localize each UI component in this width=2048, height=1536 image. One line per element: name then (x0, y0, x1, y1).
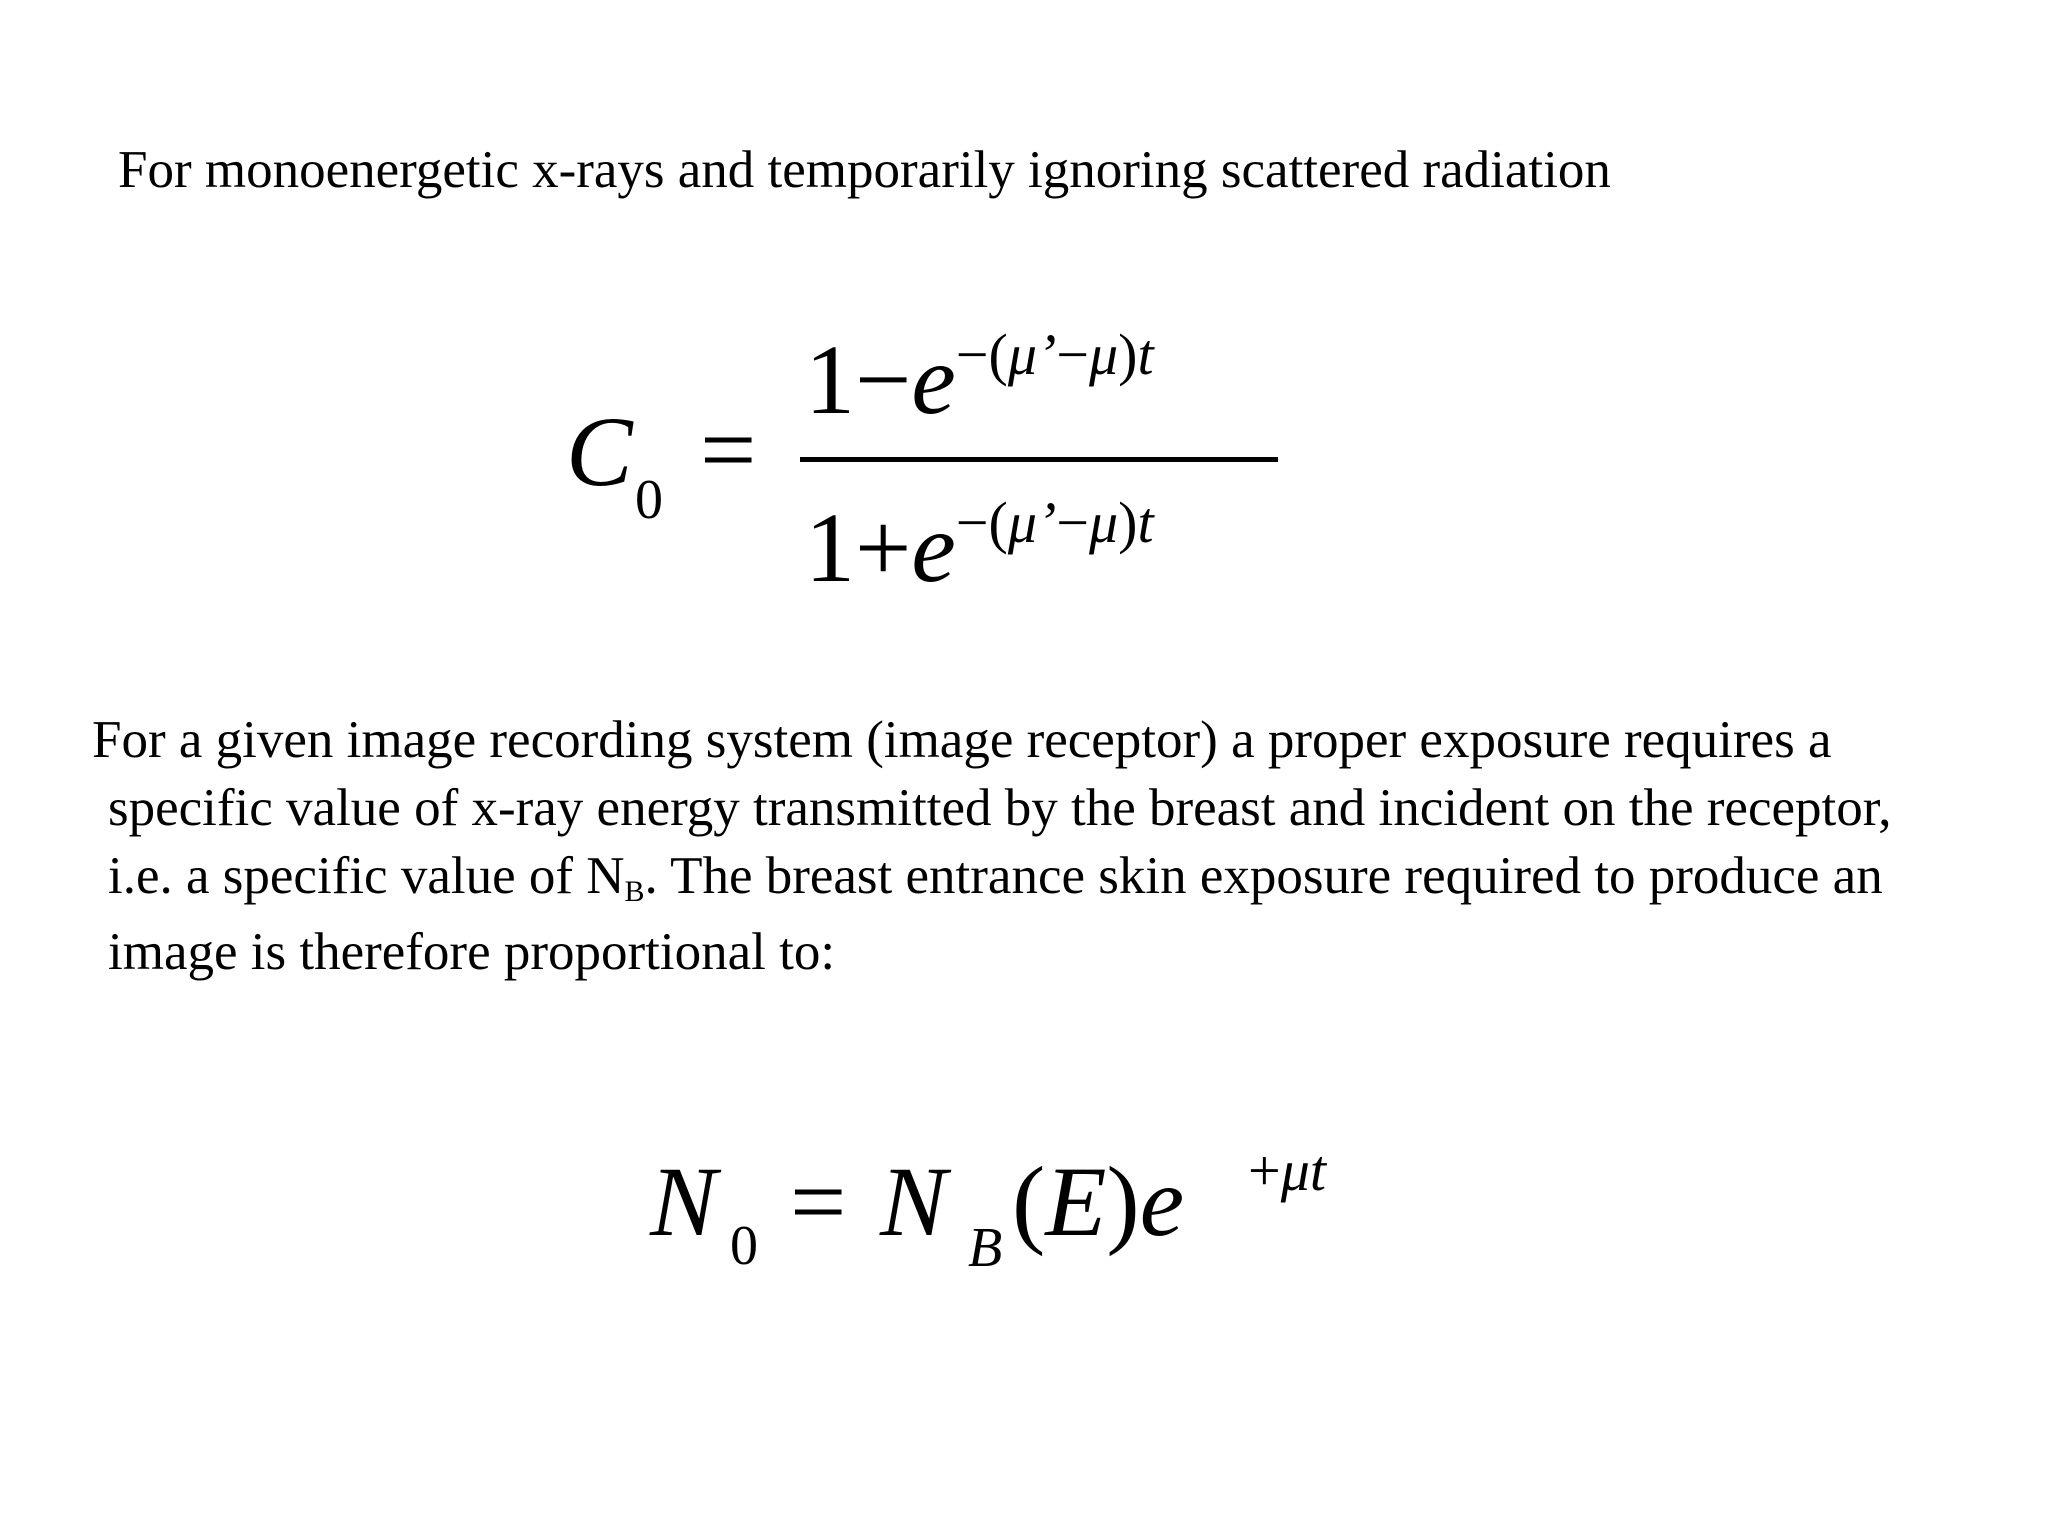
denominator-plus: + (855, 492, 912, 603)
exp-base: e (1139, 1146, 1185, 1257)
nb-subscript: B (968, 1217, 1003, 1279)
denominator-exponent (955, 490, 1154, 555)
exp-mu-prime: μ’ (1007, 490, 1057, 555)
fraction-bar (800, 457, 1278, 462)
open-paren: ( (1012, 1146, 1046, 1257)
exposure-exponent (1248, 1138, 1326, 1203)
paragraph-line-3 (92, 842, 2042, 910)
exp-close: ) (1118, 322, 1138, 387)
numerator-one: 1 (805, 324, 855, 435)
exp-open: −( (955, 322, 1008, 387)
paragraph-line-1: For a given image recording system (image receptor) a proper exposure requires a (92, 711, 1832, 769)
intro-text: For monoenergetic x-rays and temporarily ignoring scattered radiation (118, 141, 1611, 199)
numerator-minus: − (855, 324, 912, 435)
paragraph-line-4: image is therefore proportional to: (108, 923, 836, 981)
numerator-exponent (955, 322, 1154, 387)
exp-minus: − (1056, 322, 1089, 387)
line3-before: i.e. a specific value of N (108, 847, 625, 905)
exp-mu: μ (1280, 1138, 1310, 1203)
exp-sign: + (1248, 1138, 1281, 1203)
equals-sign: = (790, 1146, 847, 1257)
exp-mu-prime: μ’ (1007, 322, 1057, 387)
contrast-equation (560, 322, 1280, 630)
paragraph-line-2: specific value of x-ray energy transmitted by the breast and incident on the receptor, (108, 779, 1892, 837)
exp-mu: μ (1088, 490, 1119, 555)
exp-t: t (1137, 322, 1154, 387)
exp-t: t (1309, 1138, 1326, 1203)
n0-symbol: N (650, 1146, 717, 1257)
nb-symbol: N (880, 1146, 947, 1257)
denominator-e: e (911, 492, 956, 603)
n0-subscript: 0 (730, 1215, 758, 1277)
exp-mu: μ (1088, 322, 1119, 387)
nb-subscript: B (624, 875, 645, 908)
exp-minus: − (1056, 490, 1089, 555)
exp-t: t (1137, 490, 1154, 555)
equals-sign: = (700, 394, 757, 505)
energy-term (1012, 1146, 1185, 1257)
numerator (805, 322, 1154, 435)
energy-symbol: E (1045, 1146, 1107, 1257)
denominator-one: 1 (805, 492, 855, 603)
exposure-equation (650, 1130, 1370, 1290)
explanation-paragraph (92, 706, 2042, 986)
exp-open: −( (955, 490, 1008, 555)
close-paren: ) (1106, 1146, 1140, 1257)
denominator (805, 490, 1154, 603)
line3-after: . The breast entrance skin exposure required to produce an (644, 847, 1883, 905)
contrast-subscript: 0 (635, 469, 663, 531)
numerator-e: e (911, 324, 956, 435)
contrast-symbol: C (566, 396, 633, 507)
exp-close: ) (1118, 490, 1138, 555)
